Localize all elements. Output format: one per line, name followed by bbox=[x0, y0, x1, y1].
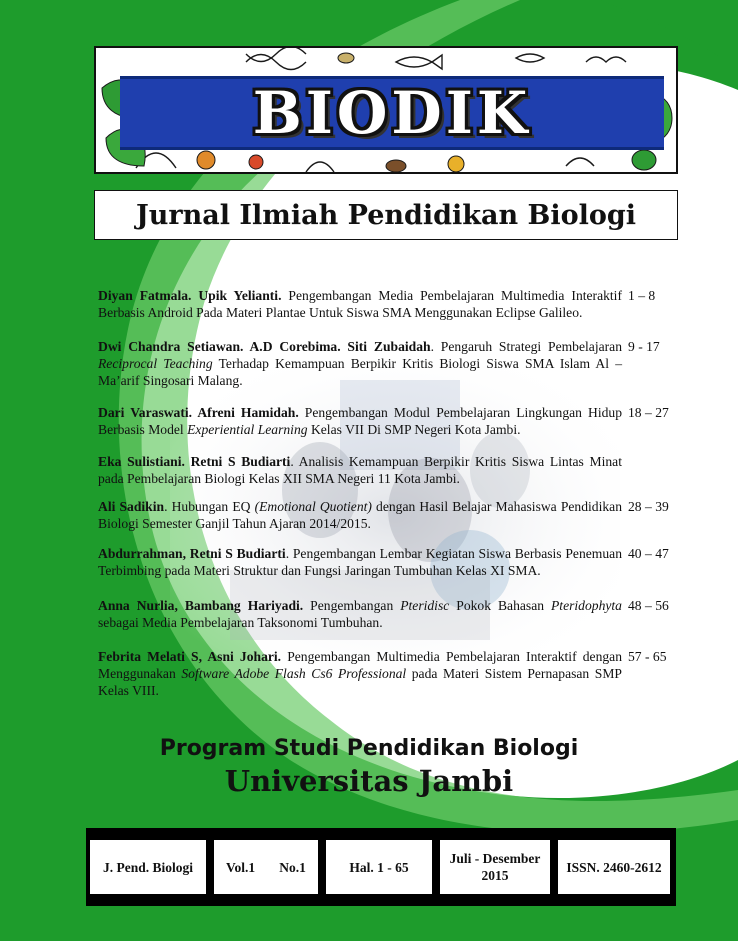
issn-cell bbox=[558, 840, 670, 894]
article-title: . Analisis Kemampuan Berpikir Kritis Siswa Lintas Minat pada Pembelajaran Biologi Kelas XII SMA Negeri 11 Kota Jambi. bbox=[98, 454, 622, 486]
article-authors: Diyan Fatmala. Upik Yelianti. bbox=[98, 288, 282, 303]
journal-title: BIODIK bbox=[252, 79, 532, 147]
journal-subtitle-box bbox=[94, 190, 678, 240]
period-year: 2015 bbox=[481, 868, 509, 883]
period-months: Juli - Desember bbox=[449, 851, 541, 866]
article-title: Pengembangan Multimedia Pembelajaran Interaktif dengan Menggunakan Software Adobe Flash Cs6 Professional pada Materi Sistem Pernapasan SMP Kelas VIII. bbox=[98, 649, 622, 698]
article-pages: 18 – 27 bbox=[628, 405, 669, 420]
article-pages: 40 – 47 bbox=[628, 546, 669, 561]
volume: Vol.1 bbox=[226, 859, 256, 875]
article-authors: Abdurrahman, Retni S Budiarti bbox=[98, 546, 286, 561]
article-entry bbox=[98, 404, 622, 438]
article-authors: Febrita Melati S, Asni Johari. bbox=[98, 649, 282, 664]
article-entry bbox=[98, 498, 622, 532]
publication-info-bar bbox=[86, 828, 676, 906]
period-cell bbox=[440, 840, 550, 894]
article-pages: 1 – 8 bbox=[628, 288, 656, 303]
article-authors: Dari Varaswati. Afreni Hamidah. bbox=[98, 405, 299, 420]
article-entry bbox=[98, 287, 622, 321]
volume-number-cell bbox=[214, 840, 318, 894]
article-title: Pengembangan Media Pembelajaran Multimedia Interaktif Berbasis Android Pada Materi Plantae Untuk Siswa SMA Menggunakan Eclipse Galileo. bbox=[98, 288, 622, 320]
article-title: Pengembangan Modul Pembelajaran Lingkungan Hidup Berbasis Model Experiential Learning Kelas VII Di SMP Negeri Kota Jambi. bbox=[98, 405, 622, 437]
article-title: . Hubungan EQ (Emotional Quotient) dengan Hasil Belajar Mahasiswa Pendidikan Biologi Semester Ganjil Tahun Ajaran 2014/2015. bbox=[98, 499, 622, 531]
article-pages: 57 - 65 bbox=[628, 649, 667, 664]
flower-icon bbox=[197, 151, 464, 172]
article-authors: Dwi Chandra Setiawan. A.D Corebima. Siti Zubaidah bbox=[98, 339, 431, 354]
journal-subtitle: Jurnal Ilmiah Pendidikan Biologi bbox=[135, 199, 637, 231]
article-title: . Pengaruh Strategi Pembelajaran Reciprocal Teaching Terhadap Kemampuan Berpikir Kritis Biologi Siswa SMA Islam Al – Ma’arif Singosari Malang. bbox=[98, 339, 622, 388]
article-title: . Pengembangan Lembar Kegiatan Siswa Berbasis Penemuan Terbimbing pada Materi Struktur dan Fungsi Jaringan Tumbuhan Kelas XI SMA. bbox=[98, 546, 622, 578]
article-pages: 9 - 17 bbox=[628, 339, 660, 354]
article-title: Pengembangan Pteridisc Pokok Bahasan Pteridophyta sebagai Media Pembelajaran Taksonomi Tumbuhan. bbox=[98, 598, 622, 630]
page-range: Hal. 1 - 65 bbox=[349, 859, 409, 875]
article-entry bbox=[98, 545, 622, 579]
program-name: Program Studi Pendidikan Biologi bbox=[159, 736, 579, 761]
issue-number: No.1 bbox=[279, 859, 306, 875]
title-bar bbox=[120, 76, 664, 150]
article-entry bbox=[98, 338, 622, 389]
article-entry bbox=[98, 453, 622, 487]
article-authors: Eka Sulistiani. Retni S Budiarti bbox=[98, 454, 291, 469]
journal-abbrev-cell bbox=[90, 840, 206, 894]
issn: ISSN. 2460-2612 bbox=[566, 859, 662, 875]
page-range-cell bbox=[326, 840, 432, 894]
article-pages: 48 – 56 bbox=[628, 598, 669, 613]
article-authors: Ali Sadikin bbox=[98, 499, 165, 514]
article-entry bbox=[98, 648, 622, 699]
masthead-banner bbox=[94, 46, 678, 174]
article-entry bbox=[98, 597, 622, 631]
university-name: Universitas Jambi bbox=[224, 764, 514, 798]
journal-abbrev: J. Pend. Biologi bbox=[102, 859, 193, 875]
article-pages: 28 – 39 bbox=[628, 499, 669, 514]
article-authors: Anna Nurlia, Bambang Hariyadi. bbox=[98, 598, 304, 613]
